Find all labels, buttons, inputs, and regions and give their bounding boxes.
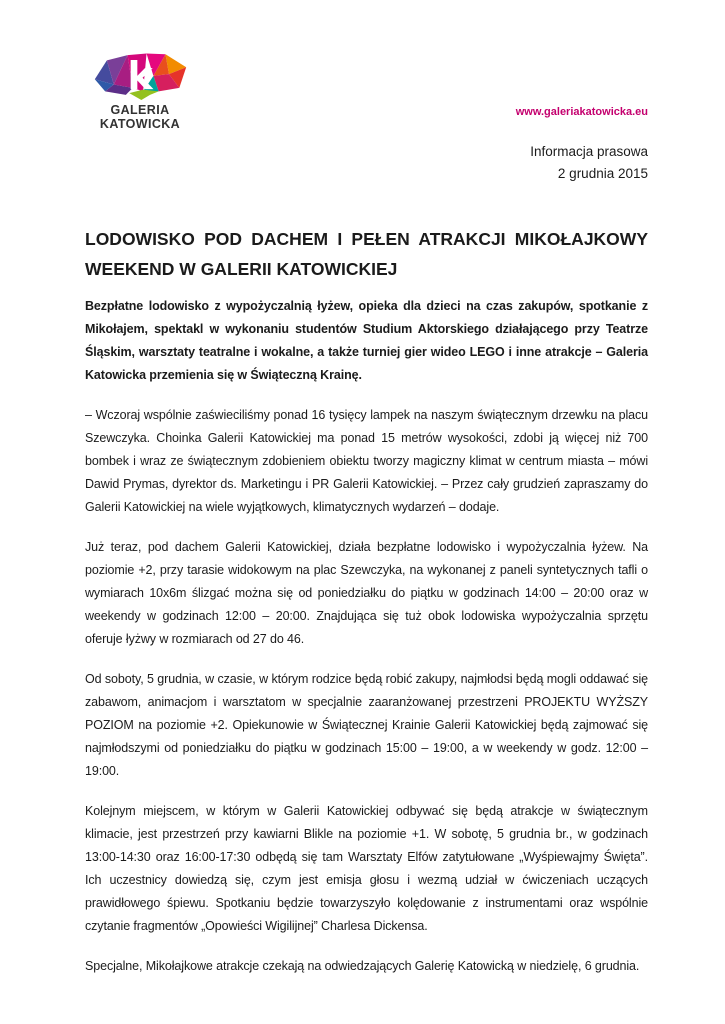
lead-paragraph: Bezpłatne lodowisko z wypożyczalnią łyżew, opieka dla dzieci na czas zakupów, spotkanie z Mikołajem, spektakl w wykonaniu studentów Studium Aktorskiego działającego przy Teatrze Śląskim, warsztaty teatralne i wokalne, a także turniej gier wideo LEGO i inne atrakcje – Galeria Katowicka przemienia się w Świąteczną Krainę.: [85, 299, 648, 382]
article-body: [85, 295, 648, 978]
paragraph-closing: Specjalne, Mikołajkowe atrakcje czekają na odwiedzających Galerię Katowicką w niedzielę, 6 grudnia.: [85, 959, 640, 973]
paragraph-ice-rink: Już teraz, pod dachem Galerii Katowickiej, działa bezpłatne lodowisko i wypożyczalnia łyżew. Na poziomie +2, przy tarasie widokowym na plac Szewczyka, na wykonanej z paneli syntetycznych tafli o wymiarach 10x6m ślizgać można się od poniedziałku do piątku w godzinach 14:00 – 20:00 oraz w weekendy w godzinach 12:00 – 20:00. Znajdująca się tuż obok lodowiska wypożyczalnia sprzętu oferuje łyżwy w rozmiarach od 27 do 46.: [85, 540, 648, 646]
paragraph-quote: – Wczoraj wspólnie zaświeciliśmy ponad 16 tysięcy lampek na naszym świątecznym drzewku na placu Szewczyka. Choinka Galerii Katowickiej ma ponad 15 metrów wysokości, zdobi ją więcej niż 700 bombek i wraz ze świątecznym zdobieniem obiektu tworzy magiczny klimat w centrum miasta – mówi Dawid Prymas, dyrektor ds. Marketingu i PR Galerii Katowickiej. – Przez cały grudzień zapraszamy do Galerii Katowickiej na wiele wyjątkowych, klimatycznych wydarzeń – dodaje.: [85, 408, 648, 514]
article-title: [85, 224, 648, 284]
galeria-katowicka-logo: [85, 50, 195, 131]
article-title-line1: LODOWISKO POD DACHEM I PEŁEN ATRAKCJI MIKOŁAJKOWY: [85, 229, 648, 249]
press-meta: [530, 141, 648, 185]
doc-type-label: Informacja prasowa: [530, 144, 648, 159]
galeria-katowicka-k-icon: [87, 50, 194, 100]
logo-name-line2: KATOWICKA: [99, 117, 181, 131]
paragraph-kids-zone: Od soboty, 5 grudnia, w czasie, w którym rodzice będą robić zakupy, najmłodsi będą mogli oddawać się zabawom, animacjom i warsztatom w specjalnie zaaranżowanej przestrzeni PROJEKTU WYŻSZY POZIOM na poziomie +2. Opiekunowie w Świątecznej Krainie Galerii Katowickiej będą zajmować się najmłodszymi od poniedziałku do piątku w godzinach 15:00 – 19:00, a w weekendy w godz. 12:00 – 19:00.: [85, 672, 648, 778]
article-title-line2: WEEKEND W GALERII KATOWICKIEJ: [85, 259, 398, 279]
press-date: 2 grudnia 2015: [557, 166, 648, 181]
logo-name-line1: GALERIA: [110, 103, 170, 117]
svg-text:k: k: [127, 53, 153, 98]
paragraph-workshops: Kolejnym miejscem, w którym w Galerii Katowickiej odbywać się będą atrakcje w świątecznym klimacie, jest przestrzeń przy kawiarni Blikle na poziomie +1. W sobotę, 5 grudnia br., w godzinach 13:00-14:30 oraz 16:00-17:30 odbędą się tam Warsztaty Elfów zatytułowane „Wyśpiewajmy Święta”. Ich uczestnicy dowiedzą się, czym jest emisja głosu i wezmą udział w ćwiczeniach uczących prawidłowego śpiewu. Spotkaniu będzie towarzyszyło kolędowanie z instrumentami oraz wspólnie czytanie fragmentów „Opowieści Wigilijnej” Charlesa Dickensa.: [85, 804, 648, 933]
website-link[interactable]: www.galeriakatowicka.eu: [515, 106, 648, 118]
